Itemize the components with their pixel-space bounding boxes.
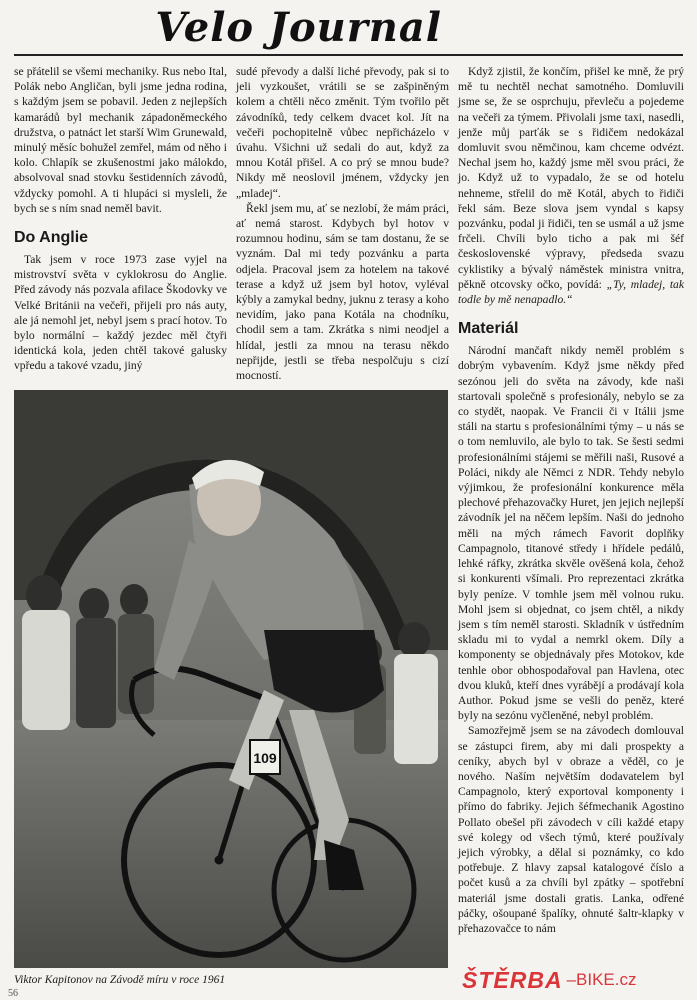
watermark-domain: –BIKE.cz xyxy=(566,970,637,989)
paragraph: sudé převody a další liché převody, pak si to jeli vyzkoušet, vrátili se se zašpiněným kolem a chtěli něco změnit. Tým tvořilo pět závodníků, tedy celkem dvacet kol. Jít na večeři pochopitelně vůbec nepřicházelo v úvahu. Všichni už sedali do aut, když za mnou Kotál přišel. A co prý se mnou bude? Nikdy mě neoslovil jménem, vždycky jen „mladej“. xyxy=(236,65,449,200)
column-3 xyxy=(458,64,684,936)
site-watermark xyxy=(462,964,692,996)
photo-caption: Viktor Kapitonov na Závodě míru v roce 1961 xyxy=(14,974,226,986)
paragraph: Řekl jsem mu, ať se nezlobí, že mám práci, ať nemá starost. Kdybych byl hotov v rozumnou hodinu, sám se tam dostanu, že se vyznám. Dal mi tedy pozvánku a parta odjela. Pracoval jsem za hotelem na takové terase a když už jsem byl hotov, vyléval kýbly a zamykal bedny, juknu z terasy a koho nevidím, jako pana Kotála na chodníku, chodil sem a tam. Zkrátka s nimi neodjel a hlídal, jestli za mnou na terasu někdo nepřijde, jestli se třeba nespolčuju s cizí mocností. xyxy=(236,201,449,383)
road xyxy=(14,720,448,968)
section-heading-do-anglie: Do Anglie xyxy=(14,229,89,247)
paragraph: Samozřejmě jsem se na závodech domlouval se zástupci firem, aby mi dali prospekty a ceníky, abych byl v obraze a věděl, co je nového. Naším největším dodavatelem byl Campagnolo, který exportoval komponenty i přímo do fabriky. Jejich šéfmechanik Agostino Pollato obešel při závodech v cíli každé etapy své kolegy od všech týmů, které používaly jejich výrobky, a dělal si poznámky, co kdo potřebuje. Z hlavy zapsal katalogové číslo a počet kusů a za chvíli byl zpátky – spotřební materiál jsme dostali gratis. Lanka, odřené páčky, ošoupané špalíky, ohnuté šaltr-klapky v přehazovačce to nám xyxy=(458,724,684,935)
column-1 xyxy=(14,64,227,374)
race-number: 109 xyxy=(253,750,277,766)
watermark-brand: ŠTĚRBA xyxy=(462,966,563,993)
quote: „Ty, mladej, tak todle by mě nenapadlo.“ xyxy=(458,277,685,307)
column-2 xyxy=(236,64,449,383)
cyclist-photo xyxy=(14,390,448,968)
paragraph: se přátelil se všemi mechaniky. Rus nebo Ital, Polák nebo Angličan, byli jsme jedna rodina, s každým jsem se pobavil. Jeden z nejlepších kamarádů byl mechanik západoněmeckého družstva, o patnáct let starší Wim Grunewald, minulý měsíc bohužel zemřel, mám od něho i kolo. Chlapík se zkušenostmi jako málokdo, absolvoval snad stovku šestidenních závodů, vždycky pomohl. A ti hlupáci si mysleli, že bych se s ním snad neměl bavit. xyxy=(14,65,227,215)
paragraph: Národní mančaft nikdy neměl problém s dobrým vybavením. Když jsme někdy před sezónou jeli do světa na závody, kde naši startovali společně s profesionály, nebylo se za co stydět, naopak. Ve Francii či v Itálii jsme stáli na startu s profesionálními týmy – u nás se o tom nemluvilo, ale bylo to tak. Se šesti sedmi profesionálními stájemi se měřili naši, Rusové a Poláci, nikdy ale Němci z NDR. Tehdy nebylo výjimkou, že profesionální konkurence měla plechové přehazovačky Huret, jen jejich nejlepší závodník jel na něčem lepším. Naši do jednoho měli na mých rámech Favorit doplňky Campagnolo, titanové středy i hřídele pedálů, lehké ráfky, zkrátka skvěle ověšená kola, čehož si konkurenti všímali. Pro reprezentaci zkrátka byly peníze. V tomhle jsem měl volnou ruku. Mohl jsem si objednat, co jsem chtěl, a nikdy jsem s tím neměl starosti. Skladník v ústředním skladu mi to vydal a nemrkl okem. Díly a komponenty se objednávaly přes Motokov, kde tenhle obor obhospodařoval pan Havlena, otec dvou kluků, kteří dnes vyrábějí a prodávají kola Author. Pokud jsme se vešli do peněz, které byly na sezónu vyčleněné, nebyl problém. xyxy=(458,344,684,723)
paragraph: Tak jsem v roce 1973 zase vyjel na mistrovství světa v cyklokrosu do Anglie. Před závody nás pozvala afilace Škodovky ve Velké Británii na večeři, přijeli pro nás auty, ale já nemohl jet, nebyl jsem s prací hotov. To bylo normální – každý jezdec měl čtyři identická kola, jeden chtěl takové galusky vpředu a takové vzadu, jiný xyxy=(14,253,227,373)
page-number: 56 xyxy=(8,988,18,999)
journal-title: Velo Journal xyxy=(155,4,442,51)
cyclist-photo-illustration xyxy=(14,390,448,968)
paragraph-text: očko, povídá: xyxy=(536,277,607,291)
masthead-rule xyxy=(14,54,683,56)
section-heading-material: Materiál xyxy=(458,320,519,338)
masthead xyxy=(0,0,697,62)
paragraph-text: Když zjistil, že končím, přišel ke mně, že prý mě tu nechtěl nechat samotného. Domluvili jsme se, že se osprchuju, převleču a pojedeme na večeři za týmem. Přivolali jsme taxi, nasedli, jenže můj parťák se s řidičem nedokázal domluvit svou němčinou, kam chceme odvézt. Nechal jsem ho, každý jsme měl svou práci, že jo. Když už to vypadalo, že se od hotelu nehneme, střelil do mě Kotál, abych to řidiči řekl sám. Beze slova jsem vyndal s kapsy pozvánku, podal ji řidiči, ten se usmál a už jsme frčeli. Chvíli bylo ticho a pak mi šéf československé výpravy, předseda svazu cyklistiky a bývalý náměstek ministra vnitra, pěkně otcovsky xyxy=(458,65,684,291)
paragraph xyxy=(458,64,684,307)
